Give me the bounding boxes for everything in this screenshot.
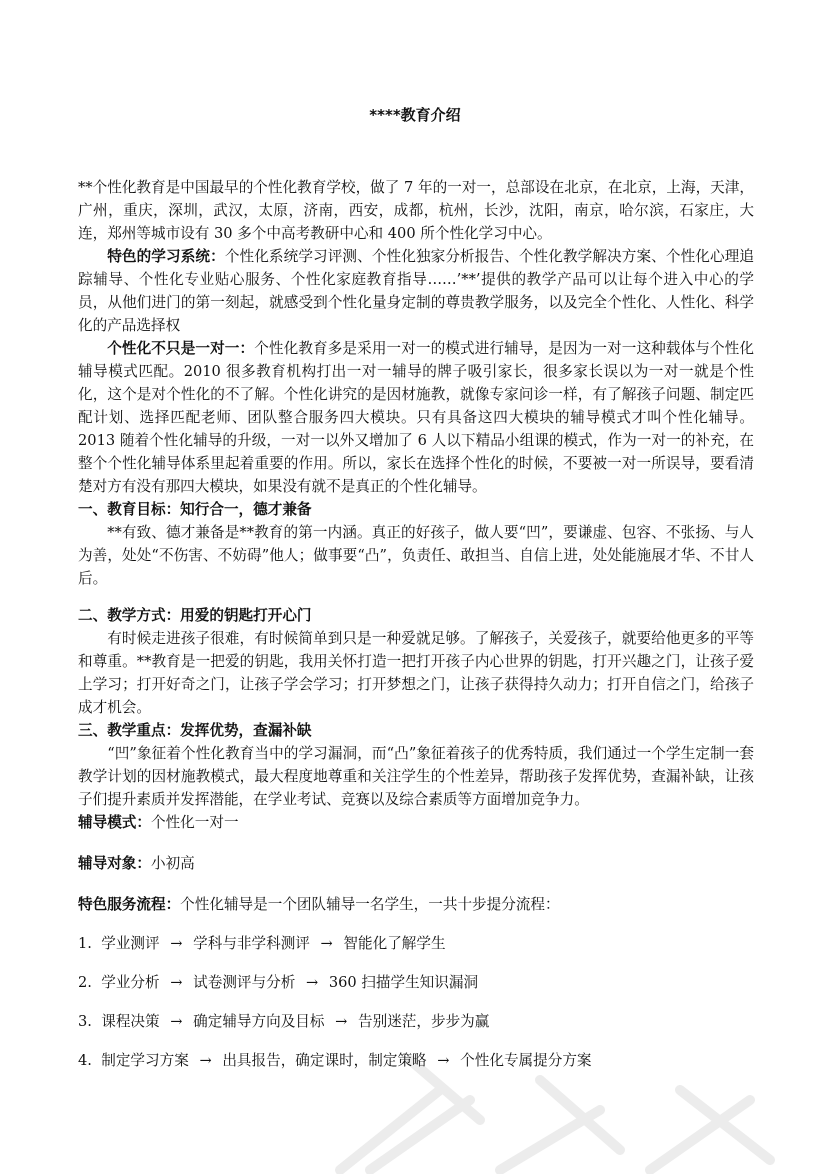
arrow-right-icon: → xyxy=(199,1052,212,1069)
arrow-right-icon: → xyxy=(305,974,319,991)
document-body xyxy=(78,176,754,1072)
target-label: 辅导对象： xyxy=(78,855,151,872)
intro-paragraph: **个性化教育是中国最早的个性化教育学校，做了 7 年的一对一，总部设在北京，在北京，上海，天津，广州，重庆，深圳，武汉，太原，济南，西安，成都，杭州，长沙，沈阳，南京，哈尔滨，石家庄，大连，郑州等城市设有 30 多个中高考教研中心和 400 所个性化学习中心。 xyxy=(78,179,754,242)
section-heading: 一、教育目标：知行合一，德才兼备 xyxy=(78,501,312,518)
step-part: 试卷测评与分析 xyxy=(193,974,296,991)
step-number: 4. xyxy=(78,1052,92,1069)
step-part: 个性化专属提分方案 xyxy=(460,1052,592,1069)
target-line xyxy=(78,852,754,875)
section-heading: 二、教学方式：用爱的钥匙打开心门 xyxy=(78,607,312,624)
arrow-right-icon: → xyxy=(170,935,183,952)
step-number: 3. xyxy=(78,1013,92,1030)
process-line xyxy=(78,893,754,916)
step-part: 确定辅导方向及目标 xyxy=(193,1013,325,1030)
features-paragraph xyxy=(78,245,754,337)
not-only-text: 个性化教育多是采用一对一的模式进行辅导，是因为一对一这种载体与个性化辅导模式匹配。2010 很多教育机构打出一对一辅导的牌子吸引家长，很多家长误以为一对一就是个性化，这个是对个性化的不了解。个性化讲究的是因材施教，就像专家问诊一样，有了解孩子问题、制定匹配计划、选择匹配老师、团队整合服务四大模块。只有具备这四大模块的辅导模式才叫个性化辅导。2013 随着个性化辅导的升级，一对一以外又增加了 6 人以下精品小组课的模式，作为一对一的补充，在整个个性化辅导体系里起着重要的作用。所以，家长在选择个性化的时候，不要被一对一所误导，要看清楚对方有没有那四大模块，如果没有就不是真正的个性化辅导。 xyxy=(78,340,754,495)
section-text: **有致、德才兼备是**教育的第一内涵。真正的好孩子，做人要“凹”，要谦虚、包容、不张扬、与人为善，处处“不伤害、不妨碍”他人；做事要“凸”，负责任、敢担当、自信上进，处处能施展才华、不甘人后。 xyxy=(78,524,754,587)
step-part: 制定学习方案 xyxy=(101,1052,189,1069)
process-step xyxy=(78,932,754,955)
mode-line xyxy=(78,811,754,834)
step-part: 智能化了解学生 xyxy=(343,935,446,952)
step-part: 出具报告，确定课时，制定策略 xyxy=(222,1052,427,1069)
process-step xyxy=(78,1010,754,1033)
step-part: 学业分析 xyxy=(101,974,160,991)
section-heading: 三、教学重点：发挥优势，查漏补缺 xyxy=(78,722,312,739)
arrow-right-icon: → xyxy=(170,1013,183,1030)
arrow-right-icon: → xyxy=(320,935,333,952)
step-part: 360 扫描学生知识漏洞 xyxy=(328,974,479,991)
arrow-right-icon: → xyxy=(170,974,183,991)
step-part: 学业测评 xyxy=(101,935,160,952)
section-text: “凹”象征着个性化教育当中的学习漏洞，而“凸”象征着孩子的优秀特质，我们通过一个学生定制一套教学计划的因材施教模式，最大程度地尊重和关注学生的个性差异，帮助孩子发挥优势，查漏补缺，让孩子们提升素质并发挥潜能，在学业考试、竞赛以及综合素质等方面增加竞争力。 xyxy=(78,745,754,808)
process-step xyxy=(78,1049,754,1072)
mode-label: 辅导模式： xyxy=(78,814,151,831)
not-only-label: 个性化不只是一对一： xyxy=(107,340,255,357)
target-value: 小初高 xyxy=(150,855,195,872)
arrow-right-icon: → xyxy=(437,1052,450,1069)
step-number: 2. xyxy=(78,974,92,991)
arrow-right-icon: → xyxy=(335,1013,348,1030)
mode-value: 个性化一对一 xyxy=(150,814,239,831)
step-number: 1. xyxy=(78,935,92,952)
process-value: 个性化辅导是一个团队辅导一名学生，一共十步提分流程： xyxy=(180,896,560,913)
features-text: 个性化系统学习评测、个性化独家分析报告、个性化教学解决方案、个性化心理追踪辅导、个性化专业贴心服务、个性化家庭教育指导……’**’提供的教学产品可以让每个进入中心的学员，从他们进门的第一刻起，就感受到个性化量身定制的尊贵教学服务，以及完全个性化、人性化、科学化的产品选择权 xyxy=(78,248,754,334)
process-label: 特色服务流程： xyxy=(78,896,181,913)
step-part: 告别迷茫，步步为赢 xyxy=(358,1013,490,1030)
step-part: 课程决策 xyxy=(101,1013,160,1030)
process-step xyxy=(78,971,754,994)
step-part: 学科与非学科测评 xyxy=(193,935,310,952)
section-text: 有时候走进孩子很难，有时候简单到只是一种爱就足够。了解孩子，关爱孩子，就要给他更多的平等和尊重。**教育是一把爱的钥匙，我用关怀打造一把打开孩子内心世界的钥匙，打开兴趣之门，让孩子爱上学习；打开好奇之门，让孩子学会学习；打开梦想之门，让孩子获得持久动力；打开自信之门，给孩子成才机会。 xyxy=(78,630,754,716)
not-only-paragraph xyxy=(78,337,754,498)
features-label: 特色的学习系统： xyxy=(107,248,225,265)
page-title: ****教育介绍 xyxy=(369,106,461,124)
